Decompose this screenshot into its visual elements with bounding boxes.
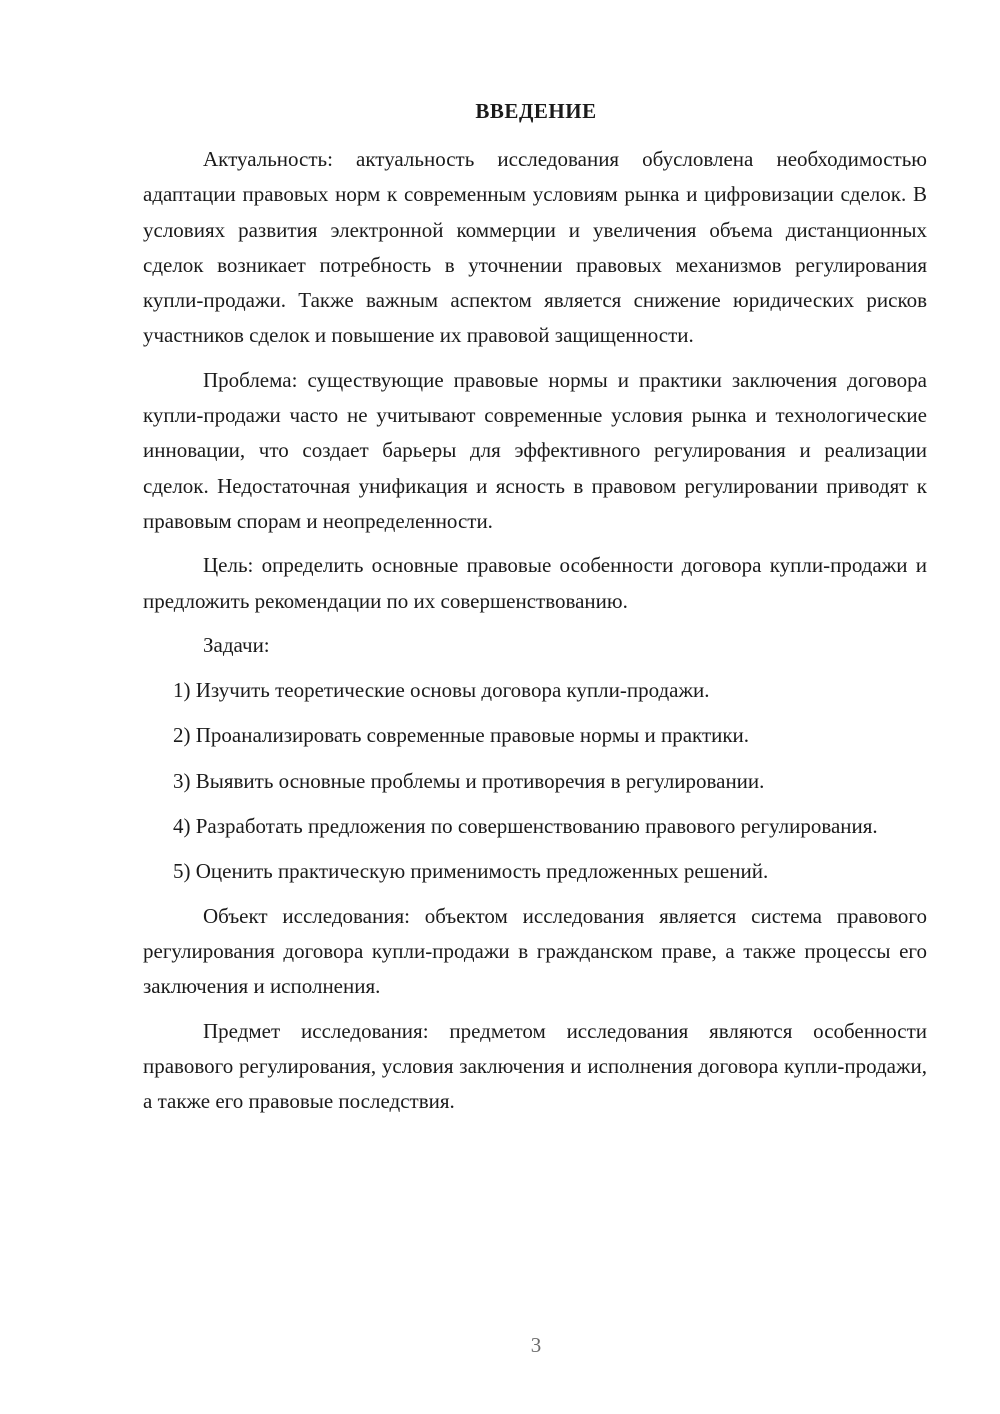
task-item: 1) Изучить теоретические основы договора купли-продажи. — [173, 678, 710, 703]
page-number: 3 — [530, 1333, 542, 1357]
task-item: 2) Проанализировать современные правовые нормы и практики. — [173, 723, 750, 748]
tasks-heading: Задачи: — [203, 632, 270, 657]
task-item: 4) Разработать предложения по совершенствованию правового регулирования. — [173, 814, 878, 839]
paragraph-object: Объект исследования: объектом исследования является система правового регулирования договора купли-продажи в гражданском праве, а также процессы его заключения и исполнения. — [143, 903, 927, 999]
paragraph-relevance: Актуальность: актуальность исследования обусловлена необходимостью адаптации правовых норм к современным условиям рынка и цифровизации сделок. В условиях развития электронной коммерции и увеличения объема дистанционных сделок возникает потребность в уточнении правовых механизмов регулирования купли-продажи. Также важным аспектом является снижение юридических рисков участников сделок и повышение их правовой защищенности. — [143, 147, 927, 348]
task-item: 3) Выявить основные проблемы и противоречия в регулировании. — [173, 768, 765, 793]
page-title: ВВЕДЕНИЕ — [475, 99, 597, 123]
paragraph-problem: Проблема: существующие правовые нормы и практики заключения договора купли-продажи часто не учитывают современные условия рынка и технологические инновации, что создает барьеры для эффективного регулирования и реализации сделок. Недостаточная унификация и ясность в правовом регулировании приводят к правовым спорам и неопределенности. — [143, 367, 927, 533]
task-item: 5) Оценить практическую применимость предложенных решений. — [173, 859, 769, 884]
paragraph-subject: Предмет исследования: предметом исследования являются особенности правового регулирования, условия заключения и исполнения договора купли-продажи, а также его правовые последствия. — [143, 1018, 927, 1114]
paragraph-goal: Цель: определить основные правовые особенности договора купли-продажи и предложить рекомендации по их совершенствованию. — [143, 553, 927, 613]
document-body — [143, 142, 927, 1119]
